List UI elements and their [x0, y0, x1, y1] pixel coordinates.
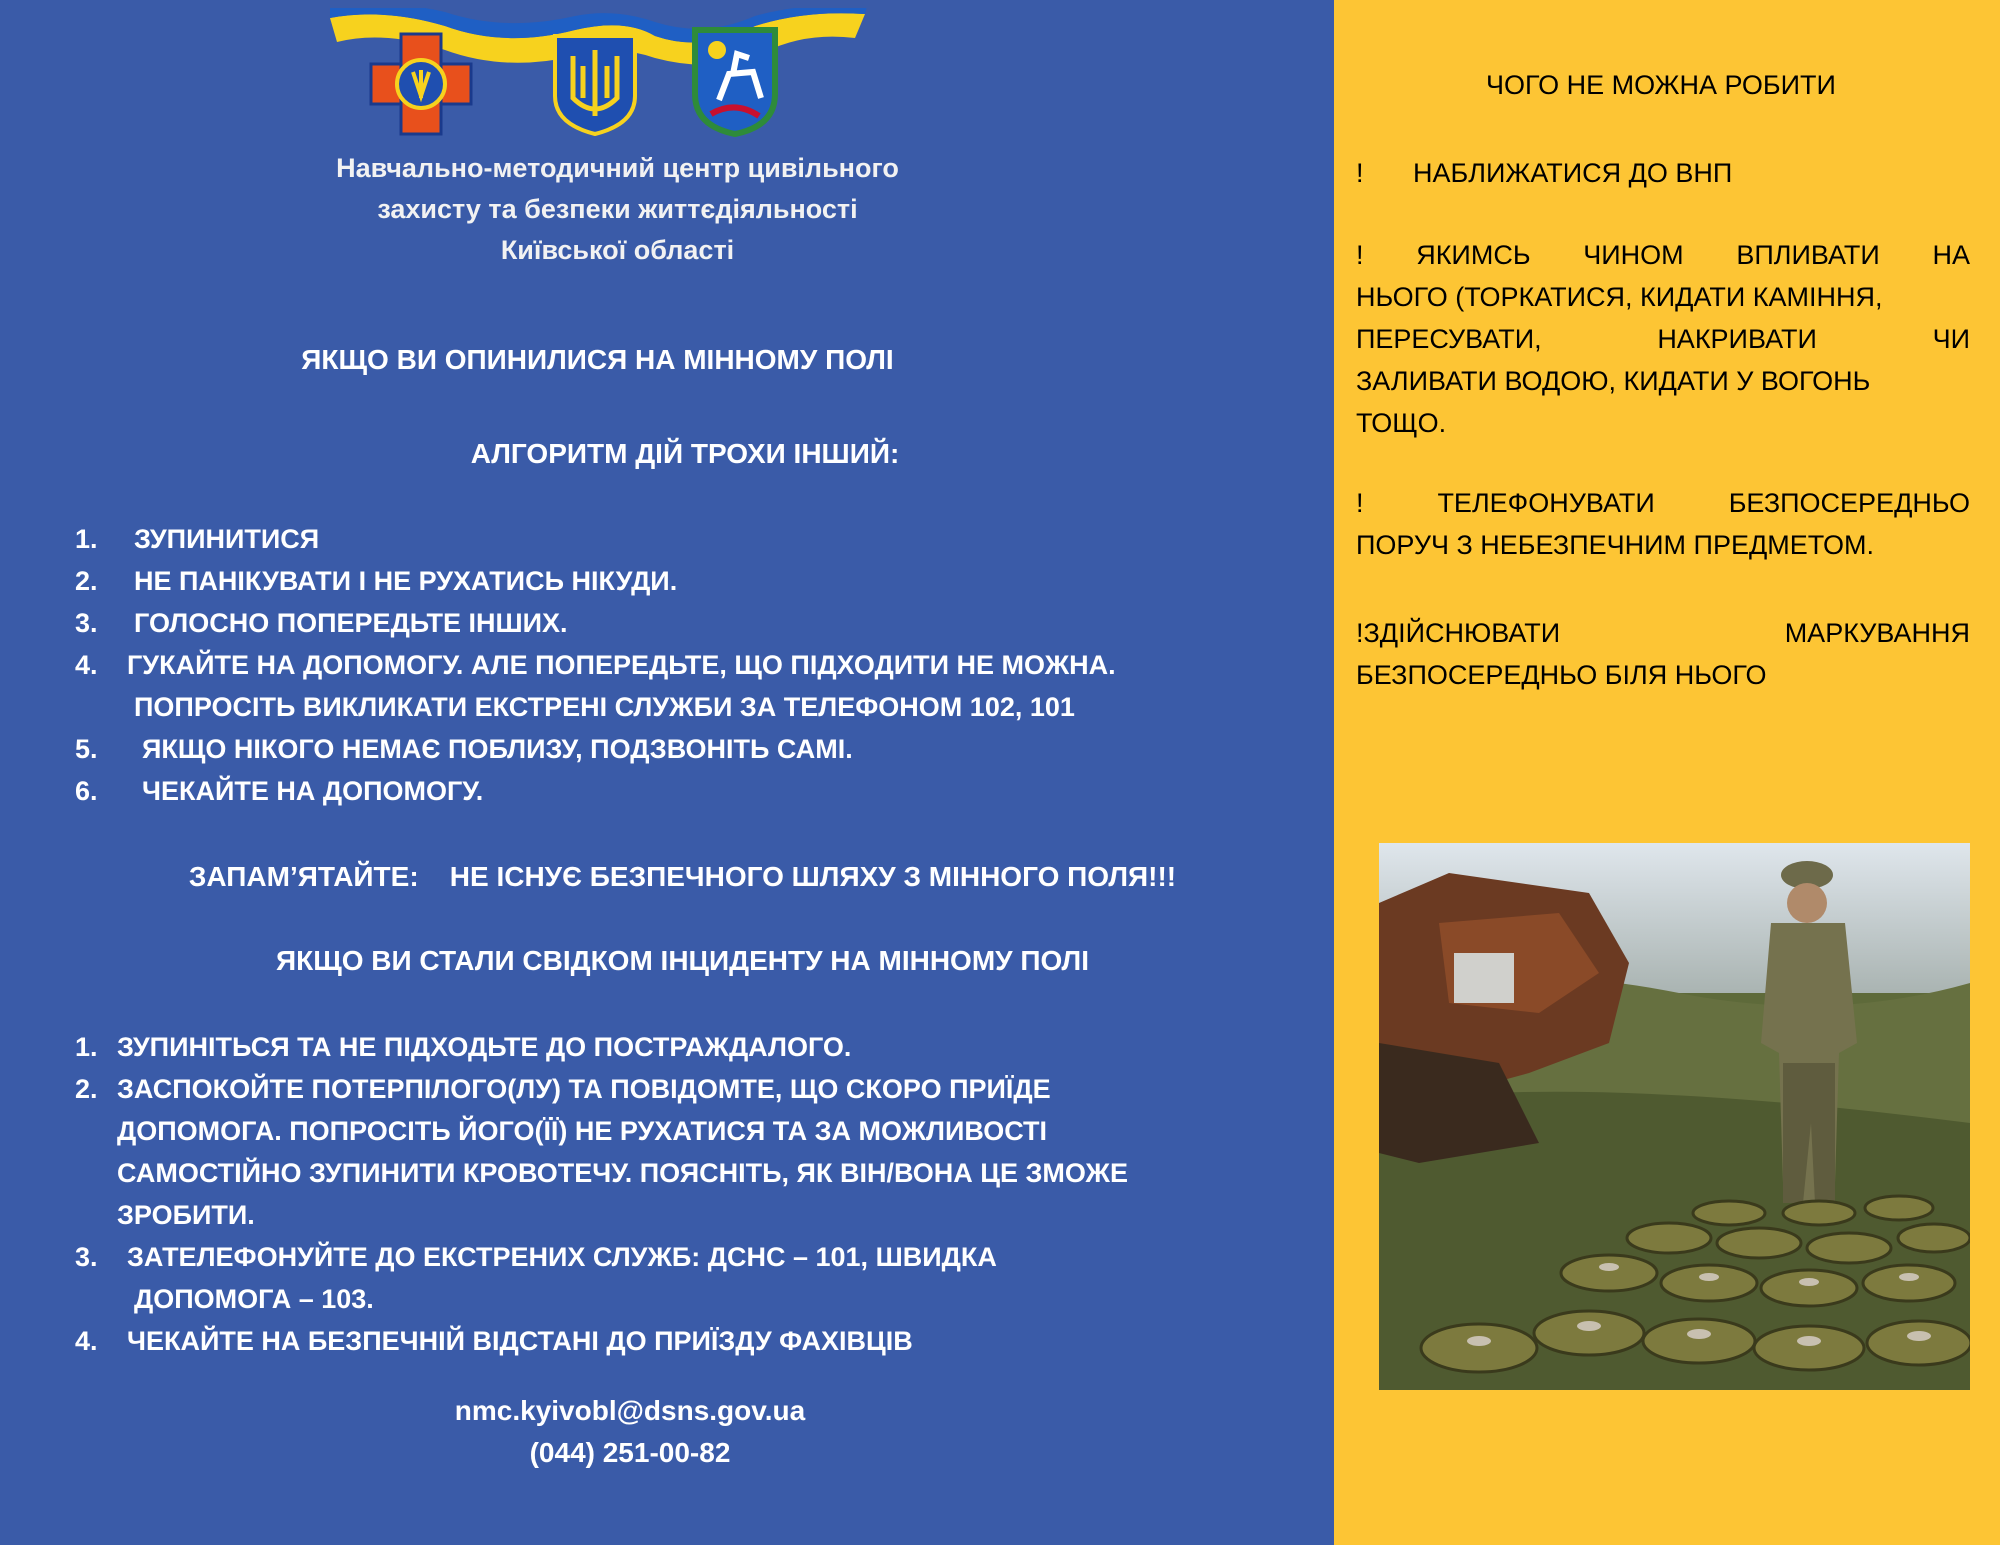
step-number: 3. [75, 1242, 98, 1272]
step-number: 6. [75, 776, 98, 806]
step-number: 1. [75, 524, 98, 554]
step-text: ГУКАЙТЕ НА ДОПОМОГУ. АЛЕ ПОПЕРЕДЬТЕ, ЩО ПІДХОДИТИ НЕ МОЖНА. [127, 650, 1116, 680]
step-number: 4. [75, 1326, 98, 1356]
dont-line: ПОРУЧ З НЕБЕЗПЕЧНИМ ПРЕДМЕТОМ. [1356, 530, 1875, 560]
donts-item-3 [1356, 482, 1970, 566]
donts-item-1 [1356, 152, 1970, 194]
step-text: ЗАТЕЛЕФОНУЙТЕ ДО ЕКСТРЕНИХ СЛУЖБ: ДСНС – 101, ШВИДКА [127, 1242, 997, 1272]
step-text: ПОПРОСІТЬ ВИКЛИКАТИ ЕКСТРЕНІ СЛУЖБИ ЗА ТЕЛЕФОНОМ 102, 101 [134, 692, 1075, 722]
kyiv-oblast-emblem-icon [695, 30, 775, 134]
contact-email[interactable]: nmc.kyivobl@dsns.gov.ua [454, 1395, 806, 1426]
step-text: ЗУПИНИТИСЯ [134, 524, 320, 554]
step-text: ЧЕКАЙТЕ НА БЕЗПЕЧНІЙ ВІДСТАНІ ДО ПРИЇЗДУ ФАХІВЦІВ [127, 1326, 913, 1356]
dont-word: ПЕРЕСУВАТИ, [1356, 324, 1542, 354]
exclamation-mark: ! [1356, 158, 1364, 188]
dont-word: !ЗДІЙСНЮВАТИ [1356, 618, 1561, 648]
remember-warning: ЗАПАМ’ЯТАЙТЕ: НЕ ІСНУЄ БЕЗПЕЧНОГО ШЛЯХУ З МІННОГО ПОЛЯ!!! [188, 861, 1177, 892]
step-text: ДОПОМОГА – 103. [134, 1284, 374, 1314]
dont-line: ЗАЛИВАТИ ВОДОЮ, КИДАТИ У ВОГОНЬ [1356, 366, 1871, 396]
step-text: ЧЕКАЙТЕ НА ДОПОМОГУ. [142, 776, 484, 806]
dont-word: ЧИНОМ [1583, 240, 1684, 270]
dont-word: ! [1356, 488, 1364, 518]
step-number: 2. [75, 1074, 98, 1104]
organization-name [200, 148, 1035, 271]
step-text: ГОЛОСНО ПОПЕРЕДЬТЕ ІНШИХ. [134, 608, 568, 638]
step-number: 3. [75, 608, 98, 638]
contact-phone: (044) 251-00-82 [529, 1437, 731, 1468]
dont-word: НАКРИВАТИ [1657, 324, 1817, 354]
dont-word: ЧИ [1932, 324, 1970, 354]
dont-word: ВПЛИВАТИ [1736, 240, 1880, 270]
dont-line: НЬОГО (ТОРКАТИСЯ, КИДАТИ КАМІННЯ, [1356, 282, 1883, 312]
dont-word: ! [1356, 240, 1364, 270]
minefield-heading: ЯКЩО ВИ ОПИНИЛИСЯ НА МІННОМУ ПОЛІ [301, 344, 894, 375]
org-line: Київської області [500, 235, 735, 265]
org-line: захисту та безпеки життєдіяльності [377, 194, 858, 224]
dont-line: ТОЩО. [1356, 408, 1447, 438]
landmines-photo [1379, 843, 1970, 1390]
dont-word: МАРКУВАННЯ [1784, 618, 1970, 648]
dont-line: БЕЗПОСЕРЕДНЬО БІЛЯ НЬОГО [1356, 660, 1767, 690]
donts-item-4 [1356, 612, 1970, 696]
step-text: ЗРОБИТИ. [117, 1200, 255, 1230]
step-number: 4. [75, 650, 98, 680]
trident-coat-of-arms-icon [555, 36, 635, 134]
step-number: 1. [75, 1032, 98, 1062]
step-text: ЗУПИНІТЬСЯ ТА НЕ ПІДХОДЬТЕ ДО ПОСТРАЖДАЛОГО. [117, 1032, 852, 1062]
org-line: Навчально-методичний центр цивільного [336, 153, 899, 183]
step-text: ДОПОМОГА. ПОПРОСІТЬ ЙОГО(ЇЇ) НЕ РУХАТИСЯ ТА ЗА МОЖЛИВОСТІ [117, 1116, 1048, 1146]
step-text: САМОСТІЙНО ЗУПИНИТИ КРОВОТЕЧУ. ПОЯСНІТЬ, ЯК ВІН/ВОНА ЦЕ ЗМОЖЕ [117, 1158, 1128, 1188]
dont-word: НА [1932, 240, 1970, 270]
dont-text: НАБЛИЖАТИСЯ ДО ВНП [1413, 158, 1733, 188]
donts-title: ЧОГО НЕ МОЖНА РОБИТИ [1486, 70, 1836, 100]
dont-word: ЯКИМСЬ [1416, 240, 1531, 270]
step-text: ЯКЩО НІКОГО НЕМАЄ ПОБЛИЗУ, ПОДЗВОНІТЬ САМІ. [142, 734, 853, 764]
donts-item-2 [1356, 234, 1970, 444]
emblems-banner [325, 8, 870, 138]
dont-word: ТЕЛЕФОНУВАТИ [1437, 488, 1655, 518]
dont-word: БЕЗПОСЕРЕДНЬО [1728, 488, 1970, 518]
algorithm-subheading: АЛГОРИТМ ДІЙ ТРОХИ ІНШИЙ: [470, 438, 900, 469]
witness-heading: ЯКЩО ВИ СТАЛИ СВІДКОМ ІНЦИДЕНТУ НА МІННОМУ ПОЛІ [276, 945, 1089, 976]
step-text: ЗАСПОКОЙТЕ ПОТЕРПІЛОГО(ЛУ) ТА ПОВІДОМТЕ, ЩО СКОРО ПРИЇДЕ [117, 1074, 1051, 1104]
step-number: 5. [75, 734, 98, 764]
step-number: 2. [75, 566, 98, 596]
step-text: НЕ ПАНІКУВАТИ І НЕ РУХАТИСЬ НІКУДИ. [134, 566, 678, 596]
